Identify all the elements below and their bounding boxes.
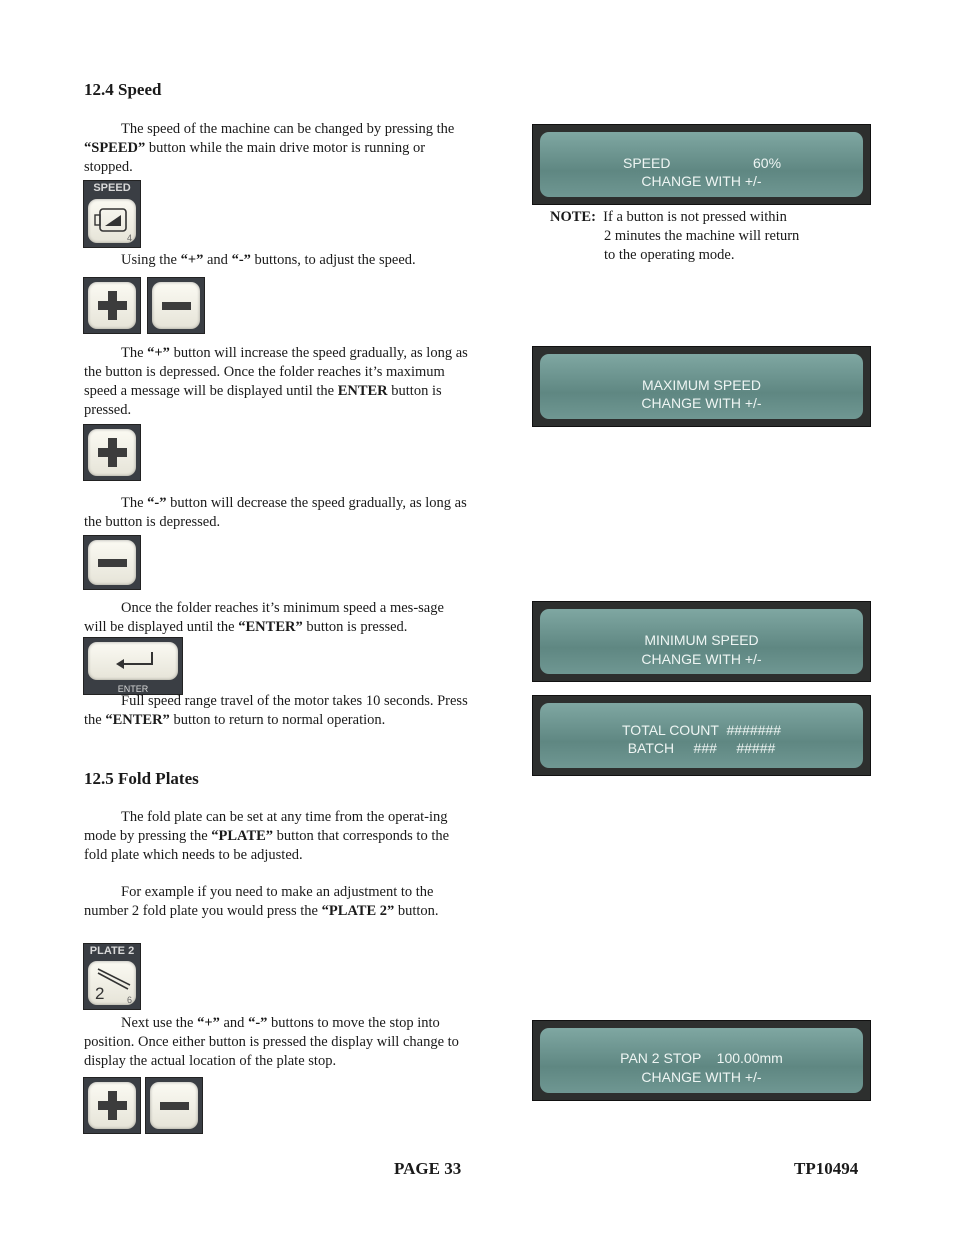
pan-display-line2: CHANGE WITH +/-: [641, 1069, 762, 1085]
minus-icon: [88, 540, 136, 585]
speed-display: [532, 124, 871, 205]
minus-key-image: [145, 1077, 203, 1134]
plate2-key-digit: 2: [95, 984, 105, 1003]
count-display-line1: TOTAL COUNT #######: [622, 722, 781, 738]
plus-key-image: [83, 277, 141, 334]
speed-display-line2: CHANGE WITH +/-: [641, 173, 762, 189]
speed-paragraph-3: The “+” button will increase the speed gradually, as long as the button is depressed. Once the folder reaches it’s maximum speed a message will be displayed until the ENTER button is pressed.: [84, 345, 468, 418]
min-display-line2: CHANGE WITH +/-: [641, 651, 762, 667]
minus-icon: [150, 1082, 198, 1129]
enter-key-label: ENTER: [117, 684, 149, 694]
speed-key-label: SPEED: [93, 182, 131, 194]
minus-key-image: [83, 535, 141, 590]
note-line-3: to the operating mode.: [604, 247, 735, 263]
page-number: PAGE 33: [394, 1159, 462, 1178]
count-display-line2: BATCH ### #####: [627, 740, 776, 756]
speed-paragraph-4: The “-” button will decrease the speed gradually, as long as the button is depressed.: [84, 495, 467, 530]
fold-paragraph-1: The fold plate can be set at any time from the operat-ing mode by pressing the “PLATE” button that corresponds to the fold plate which needs to be adjusted.: [84, 809, 450, 863]
speed-paragraph-5: Once the folder reaches it’s minimum speed a mes-sage will be displayed until the “ENTER” button is pressed.: [84, 600, 444, 635]
note-block: [550, 208, 850, 265]
section-heading-fold-plates: 12.5 Fold Plates: [84, 769, 199, 788]
note-line-2: 2 minutes the machine will return: [604, 228, 800, 244]
note-line-1: If a button is not pressed within: [603, 209, 787, 225]
speed-paragraph-2: Using the “+” and “-” buttons, to adjust the speed.: [121, 252, 416, 268]
max-display-line2: CHANGE WITH +/-: [641, 395, 762, 411]
plus-key-image: [83, 1077, 141, 1134]
pan-display-line1: PAN 2 STOP 100.00mm: [620, 1050, 783, 1066]
minus-icon: [152, 282, 200, 329]
plate2-key-label: PLATE 2: [89, 945, 135, 957]
enter-arrow-icon: [88, 642, 180, 682]
speed-paragraph-6: Full speed range travel of the motor takes 10 seconds. Press the “ENTER” button to return to normal operation.: [84, 693, 468, 728]
pan-stop-display: [532, 1020, 871, 1101]
speed-display-label: SPEED: [623, 155, 671, 171]
plus-icon: [88, 429, 136, 476]
document-id: TP10494: [794, 1159, 859, 1178]
speed-key-number: 4: [126, 233, 132, 243]
section-heading-speed: 12.4 Speed: [84, 80, 162, 99]
plus-icon: [88, 1082, 136, 1129]
speed-key-image: [83, 180, 141, 248]
plus-icon: [88, 282, 136, 329]
minimum-speed-display: [532, 601, 871, 682]
maximum-speed-display: [532, 346, 871, 427]
note-label: NOTE:: [550, 209, 596, 225]
speed-paragraph-1: The speed of the machine can be changed by pressing the “SPEED” button while the main drive motor is running or stopped.: [84, 121, 455, 175]
speed-display-value: 60%: [753, 155, 782, 171]
max-display-line1: MAXIMUM SPEED: [641, 377, 761, 393]
min-display-line1: MINIMUM SPEED: [644, 632, 759, 648]
plus-key-image: [83, 424, 141, 481]
plate2-key-image: [83, 943, 141, 1010]
total-count-display: [532, 695, 871, 776]
fold-paragraph-2: For example if you need to make an adjustment to the number 2 fold plate you would press the “PLATE 2” button.: [84, 884, 439, 919]
enter-key-image: [83, 637, 183, 695]
minus-key-image: [147, 277, 205, 334]
fold-paragraph-3: Next use the “+” and “-” buttons to move the stop into position. Once either button is pressed the display will change to display the actual location of the plate stop.: [84, 1015, 459, 1069]
plate2-key-number: 6: [126, 995, 132, 1005]
